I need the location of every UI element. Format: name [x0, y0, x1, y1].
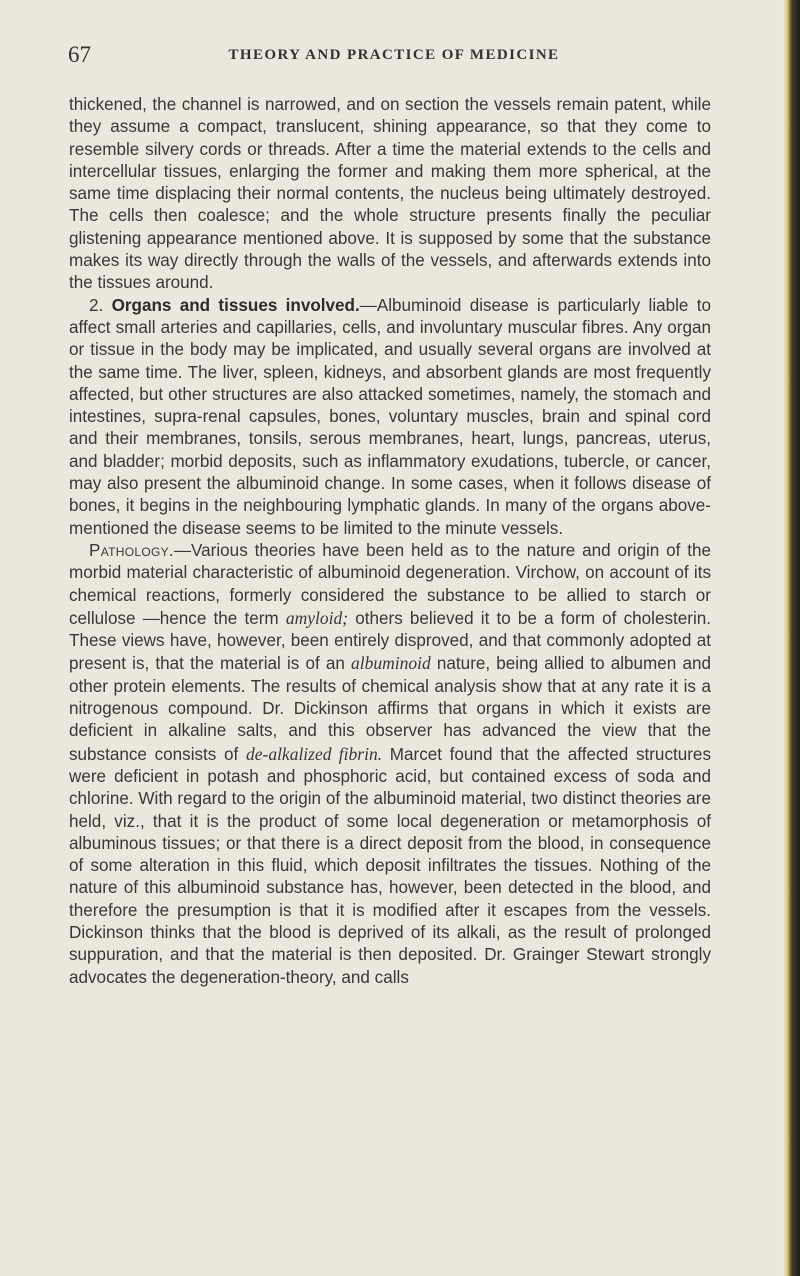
paragraph-3 [69, 540, 711, 989]
paragraph-1-text: thickened, the channel is narrowed, and on section the vessels remain patent, while they assume a compact, translucent, shining appearance, so that they come to resemble silvery cords or threads. After a time the material extends to the cells and intercellular tissues, enlarging the former and making them more spherical, at the same time displacing their normal contents, the nucleus being ultimately destroyed. The cells then coalesce; and the whole structure presents finally the peculiar glistening appearance mentioned above. It is supposed by some that the substance makes its way directly through the walls of the vessels, and afterwards extends into the tissues around. [69, 95, 711, 293]
section-heading-pathology: Pathology. [89, 540, 174, 560]
paragraph-3-text-1: —Various theories have been held as to the nature and origin of the morbid material characteristic of albuminoid degeneration. Virchow, on account of its chemical reactions, formerly considered the substance to be allied to starch or cellulose —hence the term [69, 540, 711, 628]
italic-term-dealkalized-fibrin: de-alkalized fibrin. [245, 743, 383, 764]
paragraph-3-text-3: nature, being allied to albumen and other protein elements. The results of chemical analysis show that at any rate it is a nitrogenous compound. Dr. Dickinson affirms that organs in which it exists are deficient in alkaline salts, and this observer has advanced the view that the substance consists of [69, 654, 711, 764]
section-number: 2. [89, 295, 104, 315]
paragraph-2-text: —Albuminoid disease is particularly liable to affect small arteries and capillaries, cells, and involuntary muscular fibres. Any organ or tissue in the body may be implicated, and usually several organs are involved at the same time. The liver, spleen, kidneys, and absorbent glands are most frequently affected, but other structures are also attacked sometimes, namely, the stomach and intestines, supra-renal capsules, bones, voluntary muscles, brain and spinal cord and their membranes, tonsils, serous membranes, heart, lungs, pancreas, uterus, and bladder; morbid deposits, such as inflammatory exudations, tubercle, or cancer, may also present the albuminoid change. In some cases, when it follows disease of bones, it begins in the neighbouring lymphatic glands. In many of the organs above-mentioned the disease seems to be limited to the minute vessels. [69, 295, 711, 538]
body-text [69, 94, 711, 989]
page-header [68, 42, 708, 72]
page-edge-shadow [782, 0, 800, 1276]
paragraph-3-text-2: others believed it to be a form of cholesterin. These views have, however, been entirely disproved, and that commonly adopted at present is, that the material is of an [69, 608, 711, 674]
section-heading-organs: Organs and tissues involved. [111, 295, 360, 315]
paragraph-3-text-4: Marcet found that the affected structures were deficient in potash and phosphoric acid, but contained excess of soda and chlorine. With regard to the origin of the albuminoid material, two distinct theories are held, viz., that it is the product of some local degeneration or metamorphosis of albuminous tissues; or that there is a direct deposit from the blood, in consequence of some alteration in this fluid, which deposit infiltrates the tissues. Nothing of the nature of this albuminoid substance has, however, been detected in the blood, and therefore the presumption is that it is modified after it escapes from the vessels. Dickinson thinks that the blood is deprived of its alkali, as the result of prolonged suppuration, and that the material is then deposited. Dr. Grainger Stewart strongly advocates the degeneration-theory, and calls [69, 744, 711, 987]
paragraph-2 [69, 295, 711, 540]
italic-term-albuminoid: albuminoid [351, 653, 431, 674]
running-head: THEORY AND PRACTICE OF MEDICINE [228, 47, 560, 63]
page-number: 67 [68, 42, 91, 67]
paragraph-1 [69, 94, 711, 295]
italic-term-amyloid: amyloid; [285, 607, 349, 628]
